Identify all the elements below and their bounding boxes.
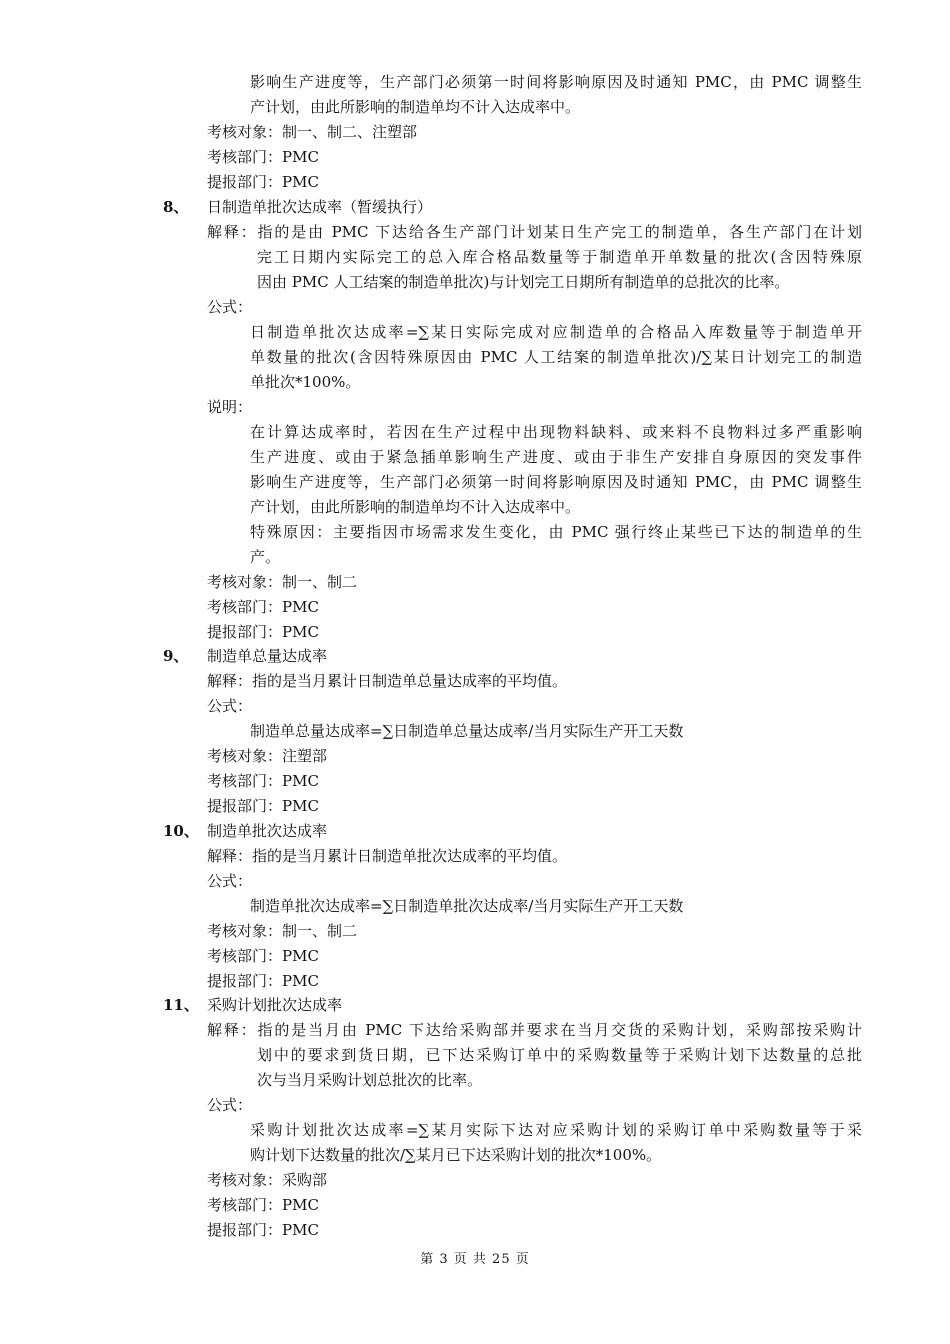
report-dept: 提报部门：PMC: [207, 1221, 319, 1239]
assessment-target: 考核对象：制一、制二: [207, 922, 358, 940]
formula-line: 购计划下达数量的批次/∑某月已下达采购计划的批次*100%。: [250, 1146, 662, 1164]
report-dept: 提报部门：PMC: [207, 623, 319, 641]
paragraph-line: 产计划，由此所影响的制造单均不计入达成率中。: [250, 98, 581, 116]
explanation-line: 因由 PMC 人工结案的制造单批次)与计划完工日期所有制造单的总批次的比率。: [257, 273, 790, 291]
assessment-target: 考核对象：制一、制二、注塑部: [207, 123, 418, 141]
note-line: 在计算达成率时，若因在生产过程中出现物料缺料、或来料不良物料过多严重影响: [250, 423, 862, 441]
section-title: 采购计划批次达成率: [207, 996, 343, 1014]
paragraph-line: 影响生产进度等，生产部门必须第一时间将影响原因及时通知 PMC，由 PMC 调整生: [250, 73, 862, 91]
report-dept: 提报部门：PMC: [207, 173, 319, 191]
page-footer: 第 3 页 共 25 页: [420, 1252, 530, 1267]
section-title: 日制造单批次达成率（暂缓执行）: [207, 198, 433, 216]
note-label: 说明：: [207, 398, 253, 416]
explanation-line: 解释：指的是当月由 PMC 下达给采购部并要求在当月交货的采购计划，采购部按采购计: [207, 1021, 862, 1039]
explanation-line: 解释：指的是由 PMC 下达给各生产部门计划某日生产完工的制造单，各生产部门在计划: [207, 223, 862, 241]
formula-line: 单数量的批次(含因特殊原因由 PMC 人工结案的制造单批次)/∑某日计划完工的制造: [250, 348, 862, 366]
report-dept: 提报部门：PMC: [207, 972, 319, 990]
formula-line: 日制造单批次达成率=∑某日实际完成对应制造单的合格品入库数量等于制造单开: [250, 323, 862, 341]
note-line: 生产进度、或由于紧急插单影响生产进度、或由于非生产安排自身原因的突发事件: [250, 448, 862, 466]
explanation-line: 解释：指的是当月累计日制造单批次达成率的平均值。: [207, 847, 568, 865]
section-number: 11、: [163, 996, 199, 1014]
explanation-line: 次与当月采购计划总批次的比率。: [257, 1071, 483, 1089]
note-line: 影响生产进度等，生产部门必须第一时间将影响原因及时通知 PMC，由 PMC 调整生: [250, 473, 862, 491]
formula-label: 公式：: [207, 872, 253, 890]
section-title: 制造单批次达成率: [207, 822, 328, 840]
assessment-dept: 考核部门：PMC: [207, 947, 319, 965]
assessment-target: 考核对象：注塑部: [207, 747, 328, 765]
formula-line: 制造单批次达成率=∑日制造单批次达成率/当月实际生产开工天数: [250, 897, 684, 915]
formula-label: 公式：: [207, 697, 253, 715]
section-number: 8、: [163, 198, 189, 216]
formula-line: 单批次*100%。: [250, 373, 361, 391]
note-line: 产计划，由此所影响的制造单均不计入达成率中。: [250, 498, 581, 516]
assessment-target: 考核对象：采购部: [207, 1171, 328, 1189]
explanation-line: 解释：指的是当月累计日制造单总量达成率的平均值。: [207, 672, 568, 690]
formula-line: 制造单总量达成率=∑日制造单总量达成率/当月实际生产开工天数: [250, 722, 684, 740]
assessment-dept: 考核部门：PMC: [207, 148, 319, 166]
section-number: 10、: [163, 822, 199, 840]
formula-label: 公式：: [207, 1096, 253, 1114]
explanation-line: 划中的要求到货日期，已下达采购订单中的采购数量等于采购计划下达数量的总批: [257, 1046, 862, 1064]
assessment-dept: 考核部门：PMC: [207, 772, 319, 790]
special-reason-line: 产。: [250, 548, 281, 566]
section-number: 9、: [163, 647, 189, 665]
section-title: 制造单总量达成率: [207, 647, 328, 665]
assessment-dept: 考核部门：PMC: [207, 1196, 319, 1214]
assessment-target: 考核对象：制一、制二: [207, 573, 358, 591]
report-dept: 提报部门：PMC: [207, 797, 319, 815]
assessment-dept: 考核部门：PMC: [207, 598, 319, 616]
formula-line: 采购计划批次达成率=∑某月实际下达对应采购计划的采购订单中采购数量等于采: [250, 1121, 862, 1139]
special-reason-line: 特殊原因：主要指因市场需求发生变化，由 PMC 强行终止某些已下达的制造单的生: [250, 523, 862, 541]
formula-label: 公式：: [207, 298, 253, 316]
explanation-line: 完工日期内实际完工的总入库合格品数量等于制造单开单数量的批次(含因特殊原: [257, 248, 862, 266]
